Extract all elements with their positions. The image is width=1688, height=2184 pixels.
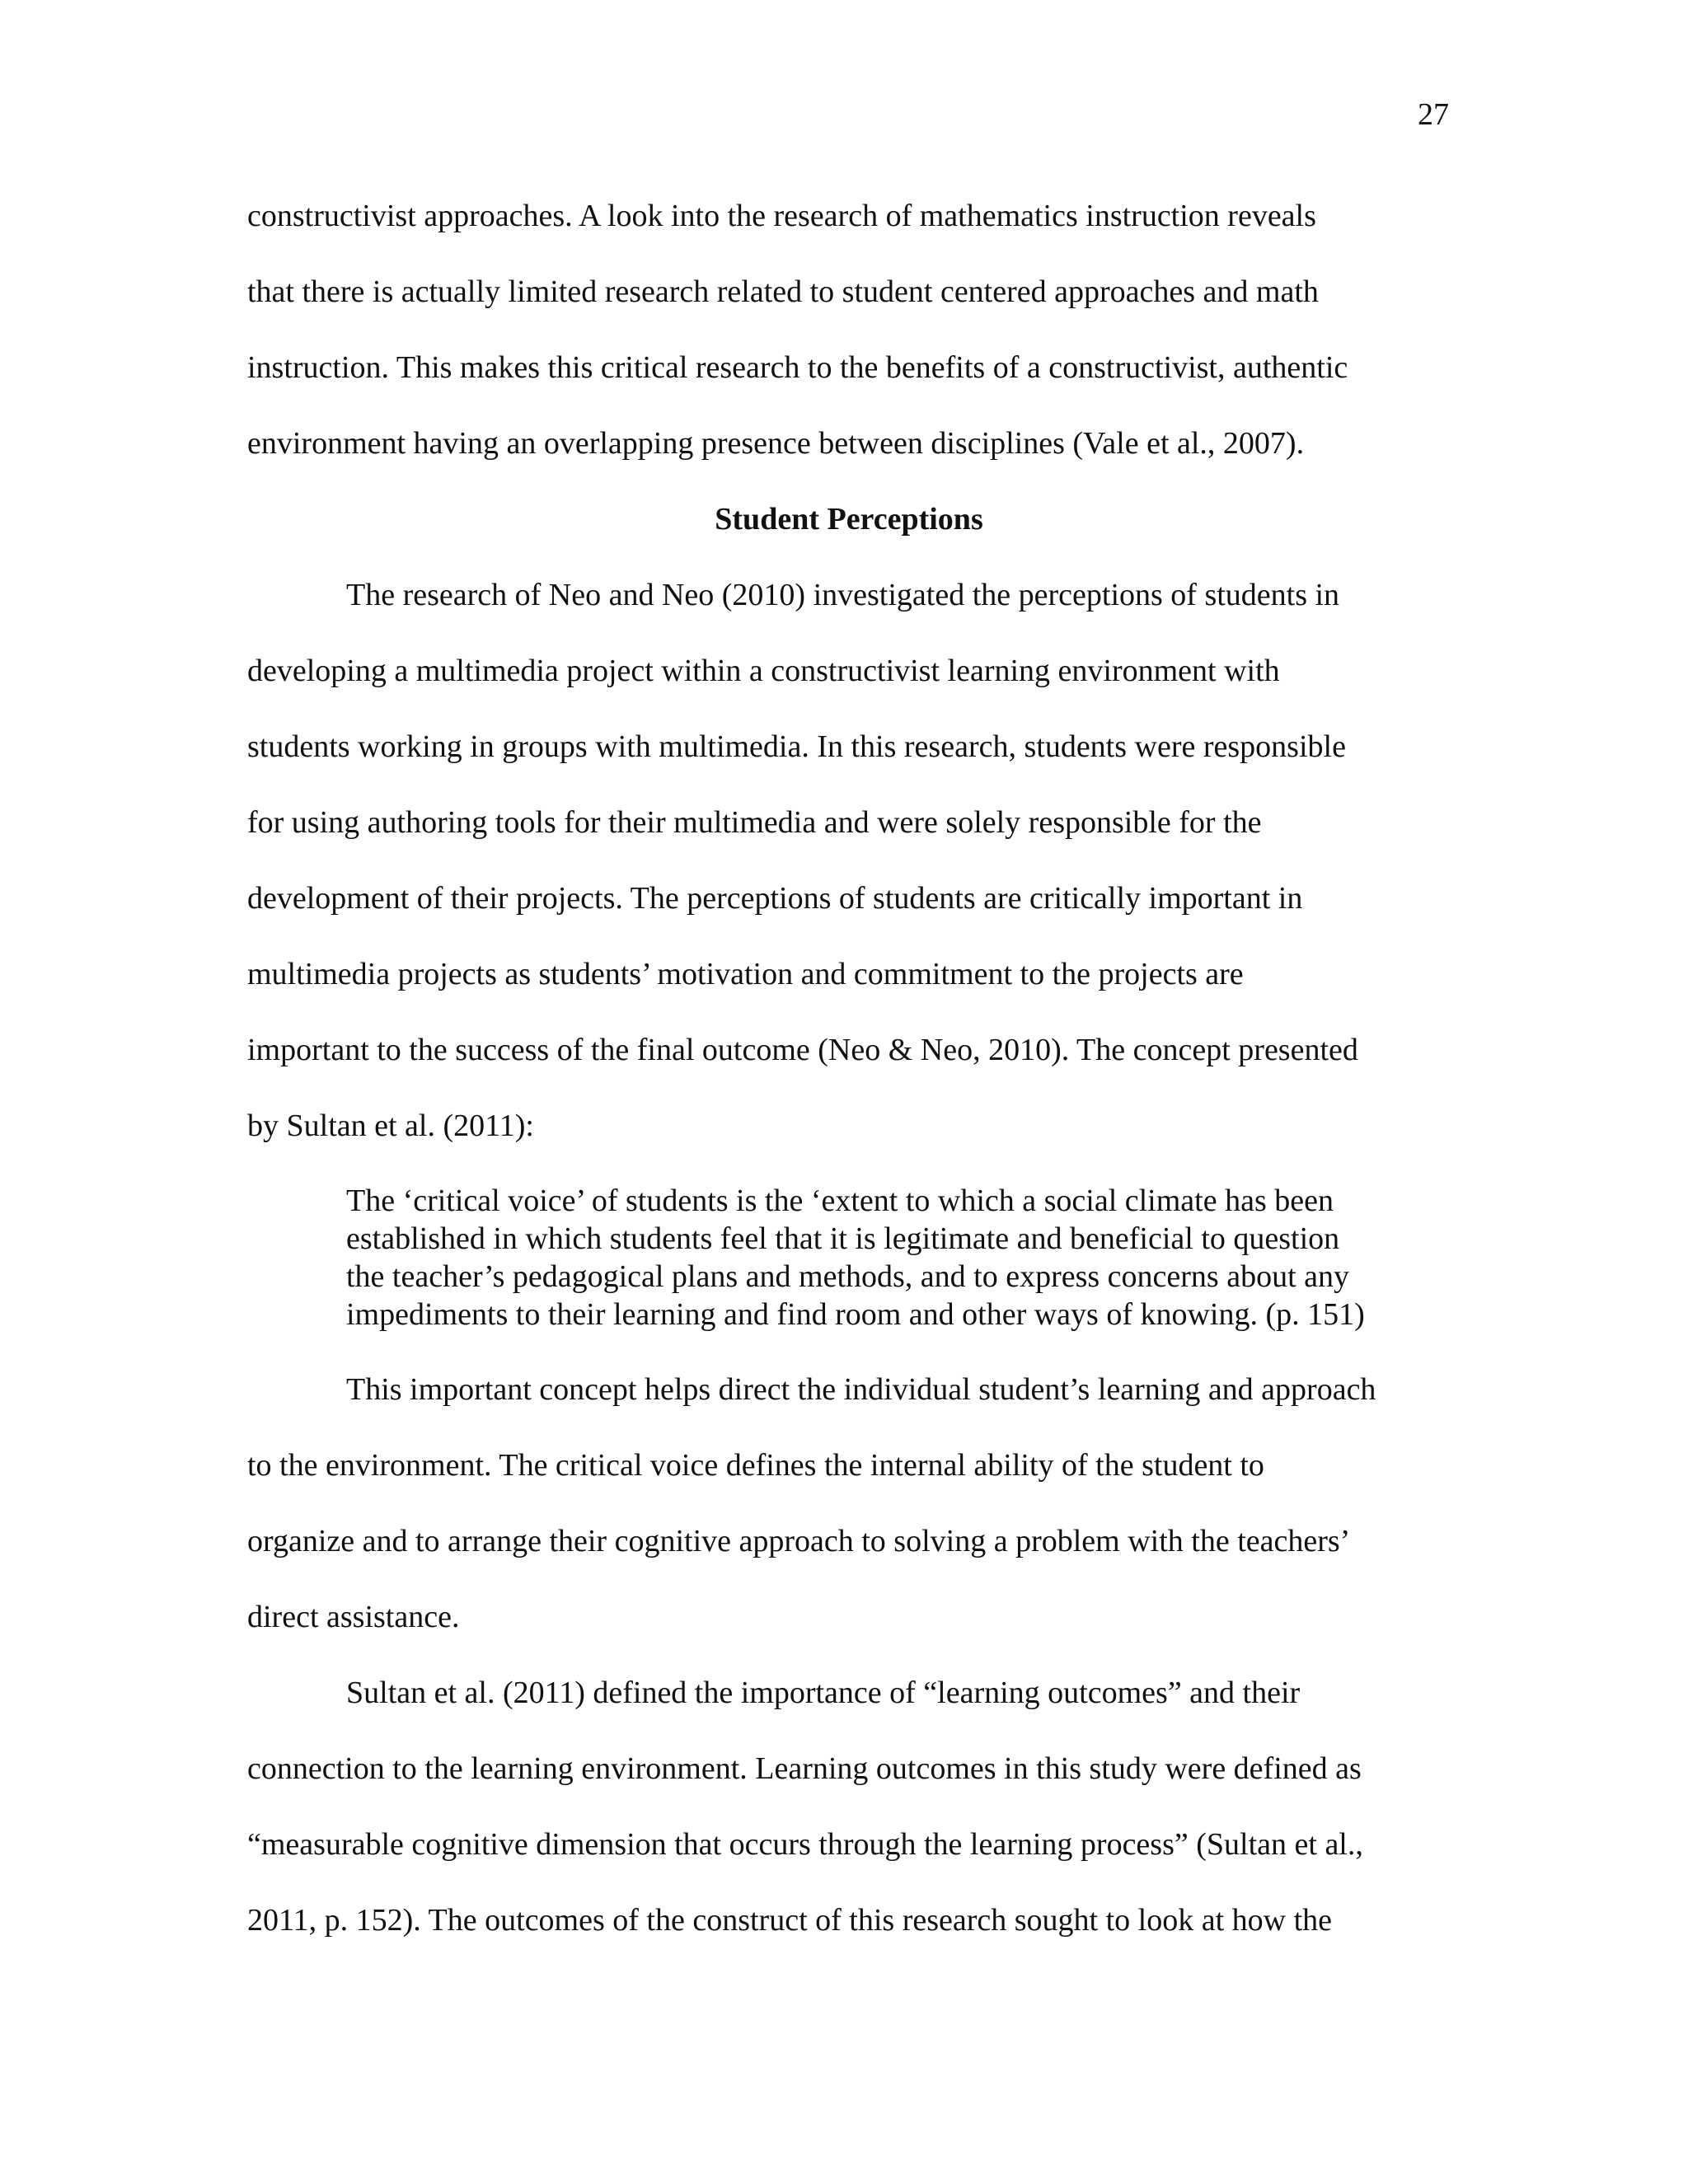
section-heading: Student Perceptions: [715, 502, 983, 537]
paragraph-line: organize and to arrange their cognitive approach to solving a problem with the teachers’: [247, 1524, 1351, 1558]
paragraph-line: instruction. This makes this critical research to the benefits of a constructivist, authentic: [247, 350, 1348, 385]
quote-line: established in which students feel that it is legitimate and beneficial to question: [346, 1221, 1340, 1256]
paragraph-3: [247, 1352, 1451, 1655]
quote-line: the teacher’s pedagogical plans and methods, and to express concerns about any: [346, 1259, 1350, 1294]
paragraph-line: direct assistance.: [247, 1600, 460, 1634]
paragraph-line: to the environment. The critical voice defines the internal ability of the student to: [247, 1448, 1264, 1483]
block-quote: [346, 1182, 1451, 1333]
paragraph-line: This important concept helps direct the individual student’s learning and approach: [346, 1372, 1376, 1407]
paragraph-line: for using authoring tools for their multimedia and were solely responsible for the: [247, 805, 1262, 840]
paragraph-line: multimedia projects as students’ motivation and commitment to the projects are: [247, 957, 1244, 991]
paragraph-line: developing a multimedia project within a constructivist learning environment with: [247, 654, 1280, 688]
paragraph-line: The research of Neo and Neo (2010) investigated the perceptions of students in: [346, 578, 1340, 612]
paragraph-line: connection to the learning environment. Learning outcomes in this study were defined as: [247, 1751, 1362, 1786]
paragraph-line: Sultan et al. (2011) defined the importance of “learning outcomes” and their: [346, 1675, 1301, 1710]
paragraph-line: students working in groups with multimedia. In this research, students were responsible: [247, 729, 1346, 764]
paragraph-line: important to the success of the final outcome (Neo & Neo, 2010). The concept presented: [247, 1033, 1358, 1067]
paragraph-line: 2011, p. 152). The outcomes of the construct of this research sought to look at how the: [247, 1903, 1333, 1938]
paragraph-4: [247, 1655, 1451, 1958]
quote-line: impediments to their learning and find room and other ways of knowing. (p. 151): [346, 1297, 1365, 1332]
paragraph-top: [247, 178, 1451, 557]
paragraph-line: constructivist approaches. A look into the research of mathematics instruction reveals: [247, 199, 1316, 233]
paragraph-2: [247, 557, 1451, 1164]
paragraph-line: that there is actually limited research related to student centered approaches and math: [247, 274, 1319, 309]
page-number: 27: [1418, 97, 1449, 132]
paragraph-line: environment having an overlapping presence between disciplines (Vale et al., 2007).: [247, 426, 1305, 461]
paragraph-line: by Sultan et al. (2011):: [247, 1108, 534, 1143]
paragraph-line: development of their projects. The perceptions of students are critically important in: [247, 881, 1303, 916]
paragraph-line: “measurable cognitive dimension that occurs through the learning process” (Sultan et al.,: [247, 1827, 1363, 1862]
quote-line: The ‘critical voice’ of students is the ‘extent to which a social climate has been: [346, 1183, 1334, 1218]
